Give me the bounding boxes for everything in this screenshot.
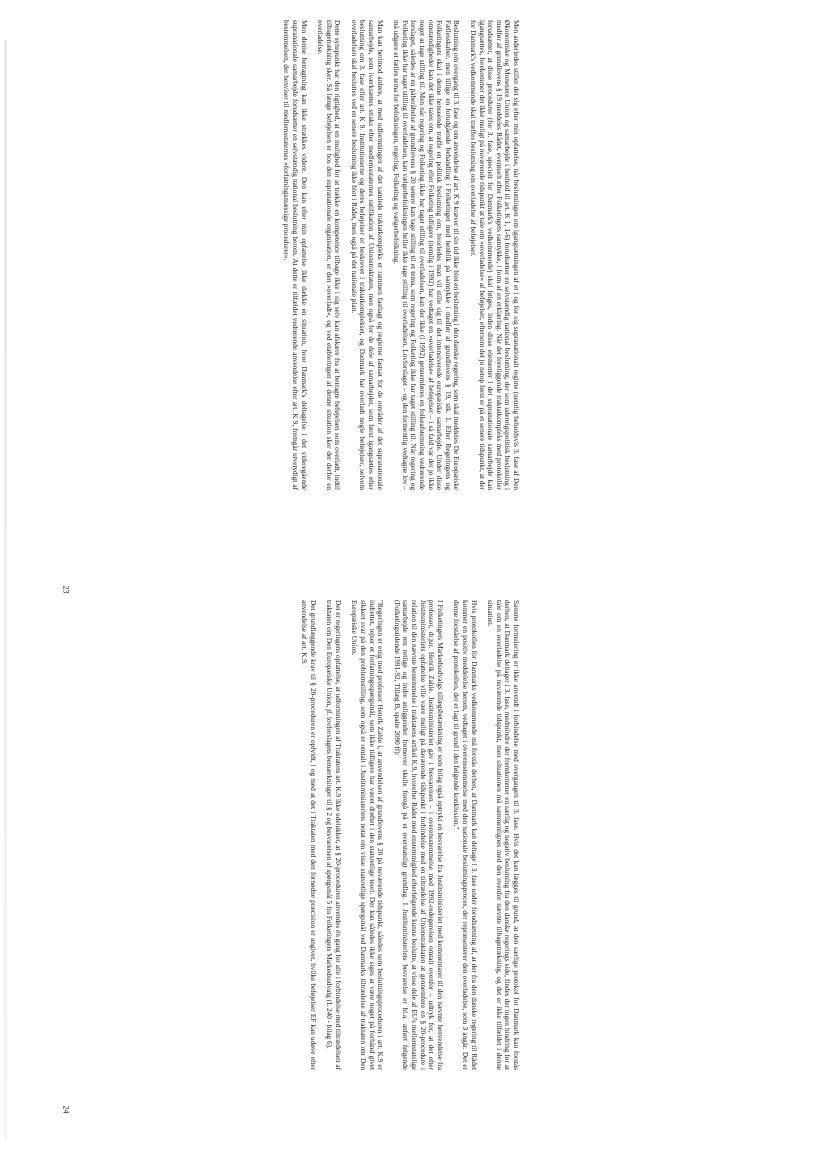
paragraph: Men denne betragtning kan ikke strækkes videre. Den kan efter min opfattelse ikke dække en situation, hvor Danmark's deltagelse i det videregående supranationale samarbejde forudsætter en selvstændig national beslutning herom. At dette er tilfældet vedrørende anvendelse efter art. K 9, fremgår utvetydigt af bestemmelsen, der henviser til medlemsstaternes »forfatningsmæssige procedurer«.	[282, 20, 308, 490]
paragraph: Man kan herimod anføre, at med udformningen af det samlede traktatkompleks er rammen fastlagt og reglerne fastsat for de områder af det supranationale samarbejde, som iværksættes straks efter medlemsstaternes ratifikation af Unionstraktaten, men også for de dele af samarbejdet, som først igangsættes efter beslutning om 3. fase eller art. K 9. Institutionerne og deres beføjelser er beskrevet i traktatkomplekset, og Danmark har overladt nogle beføjelser, selvom overladelsen skal besluttes ved en senere beslutning ikke blot i Rådet, men også på det nationale plan.	[349, 20, 384, 490]
paragraph: Det grundlæggende krav til § 20-proceduren er opfyldt, i og med at det i Traktaten med den fornødne præcision er angivet, hvilke beføjelser EF kan udøve efter anvendelse af art. K.9.	[300, 600, 317, 1070]
page-number: 24	[61, 1105, 71, 1114]
paragraph: Det er regeringens opfattelse, at udformningen af Traktatens art. K.9 ikke udelukker, at § 20-proceduren anvendes én gang for alle i forbindelse med tiltrædelsen af traktaten om Den Europæiske Union, jf. lovforslagets bemærkninger til § 2 og besvarelsen af spørgsmål 5 fra Folketingets Markedsudvalg (L 240 - bilag 6).	[325, 600, 342, 1070]
paragraph: Dette synspunkt har den rigtighed, at en mulighed for at trække en kompetence tilbage ikke i sig selv kan afskære fra at betragte beføjelsen som overladt, indtil tilbagetrækning sker. Så længe beføjelsen er hos den supranationale organisation, er den »overladt«, og ved etableringen af denne situation sker der derfor en overladelse.	[316, 20, 342, 490]
page-number: 23	[61, 585, 71, 594]
paragraph: Samme formulering er ikke anvendt i forbindelse med overgangen til 3. fase. Hvis det kan lægges til grund, at den særlige protokol for Danmark kan forstås derhen, at Danmark deltager i 3. fase, medmindre der fremkommer en særlig og negativ beslutning fra den danske regerings side, findes der ingen hindring for at tale om en overladelse på nuværende tidspunkt, men situationen må sammenlignes med den ovenfor nævnte tilbagetrækning, og det er ikke tilfældet i denne situation.	[486, 600, 520, 1070]
paragraph: I Folketingets Markedsudvalgs tillægsbetænkning er som bilag også optrykt en besvarelse fra Justitsministeriet med kommentarer til den nævnte henvendelse fra professor, dr.jur. Henrik Zahle. Justitsministeriet gav i besvarelsen – i overensstemmelse med 1992-redegørelsen omtalt ovenfor – udtryk for, at det efter Justitsministeriets opfattelse ville være muligt på daværende tidspunkt i forbindelse med en tiltrædelse af Unionstraktaten at gennemføre en § 20-procedure i relation til den nævnte bestemmelse i traktatens artikel K.9, hvorefter Rådet med enstemmighed efterfølgende kunne beslutte, at visse dele af EU's mellemstatslige samarbejde om retlige og indre anliggender fremover skulle foregå på et overstatsligt grundlag. I Justitsministeriets besvarelse er bl.a. anført følgende (Folketingstidende 1991-92, Tillæg B, spalte 2090 ff):	[392, 600, 444, 1070]
quotation-paragraph: "Regeringen er enig med professor Henrik Zahle i, at anvendelsen af grundlovens § 20 på nuværende tidspunkt, således som beslutningsproceduren i art. K.9 er indrettet, rejser et forfatningsspørgsmål, som ikke tidligere har været drøftet i den statsretlige teori. Der kan således ikke siges at være noget på forhånd givet sikkert svar på den problemstilling, som også er omtalt i Justitsministeriets notat om visse statsretlige spørgsmål ved Danmarks tiltrædelse af traktaten om Den Europæiske Union.	[350, 600, 385, 1070]
page-24	[190, 600, 520, 1070]
paragraph: Hvis protokollen for Danmarks vedkommende må forstås derhen, at Danmark kan deltage i 3. fase under forudsætning af, at der fra den danske regering til Rådet kommer en positiv meddelelse herom, vedtaget i overensstemmelse med den nationale beslutningsproces, der repræsenterer den overladelse, som 3 angår. Det er denne forståelse af protokollen, der er lagt til grund i den følgende konklusion."	[452, 600, 478, 1070]
paragraph: Beslutning om overgang til 3. fase og om anvendelse af art. K 9 kræver til sin tid ikke blot en beslutning i den danske regering, som skal meddeles De Europæiske Fællesskaber, men tillige en forudgående behandling i Folketinget med henblik på samtykke i medfør af grundlovens § 19, stk. 1. Efter Regeringens og Folketingets skal i denne henseende træffe en politisk beslutning om, hvorledes man vil stille sig til det intensiverede europæiske samarbejde. Under disse omstændigheder kan det ikke tales om, at regering eller Folketing tidligere (nemlig i 1992) har vedtaget en »overladelse« af beføjelser – i så fald var der jo ikke noget at tage stilling til. Men når regering og Folketing ikke har taget stilling til overladelsen, kan der ikke (i 1992) gennemføres en folkeafstemning vedrørende forslaget, således at en påberåbelse af grundlovens § 20 senere kan tage stilling til et tema, som regering og Folketing ikke har taget stilling til. Når regering og Folketing ikke har taget stilling til overladelsen, kan vælgerbefolkningen heller ikke tage stilling til overladelsen. Lovforslaget – og den formentlig vedtagne lov – må udgøre et fælles tema for befolkningen, regering, Folketing og vælgerbefolkning.	[392, 20, 461, 490]
scan-edge-shadow	[4, 40, 7, 1140]
paragraph: Men anderledes stiller det sig efter min opfattelse, når beslutningen om igangsætningen af et i og for sig supranationalt regime (nemlig beholdsvis 3. fase af Den Økonomiske og Monetære Union og samarbejde i henhold til art. K 1, 1-6) forudsætter en selvstændig national beslutning, der som udenrigspolitisk beslutning i medfør af grundlovens § 19 meddeles Rådet, eventuelt efter Folketingets samtykke, i form af en erklæring. Når det foreliggende traktatkompleks med protokoller forudsætter, at disse procedurer (for 3. fase, specielt for Danmark's vedkommende) skal følges, inden disse elementer i det supranationale samarbejde kan igangsættes, forekommer det ikke muligt på nuværende tidspunkt at tale om »overladelse« af beføjelser, eftersom det jo netop først er på et senere tidspunkt, at der for Danmark's vedkommende skal træffes beslutning om overladelse af beføjelser.	[469, 20, 520, 490]
page-23	[190, 20, 520, 490]
